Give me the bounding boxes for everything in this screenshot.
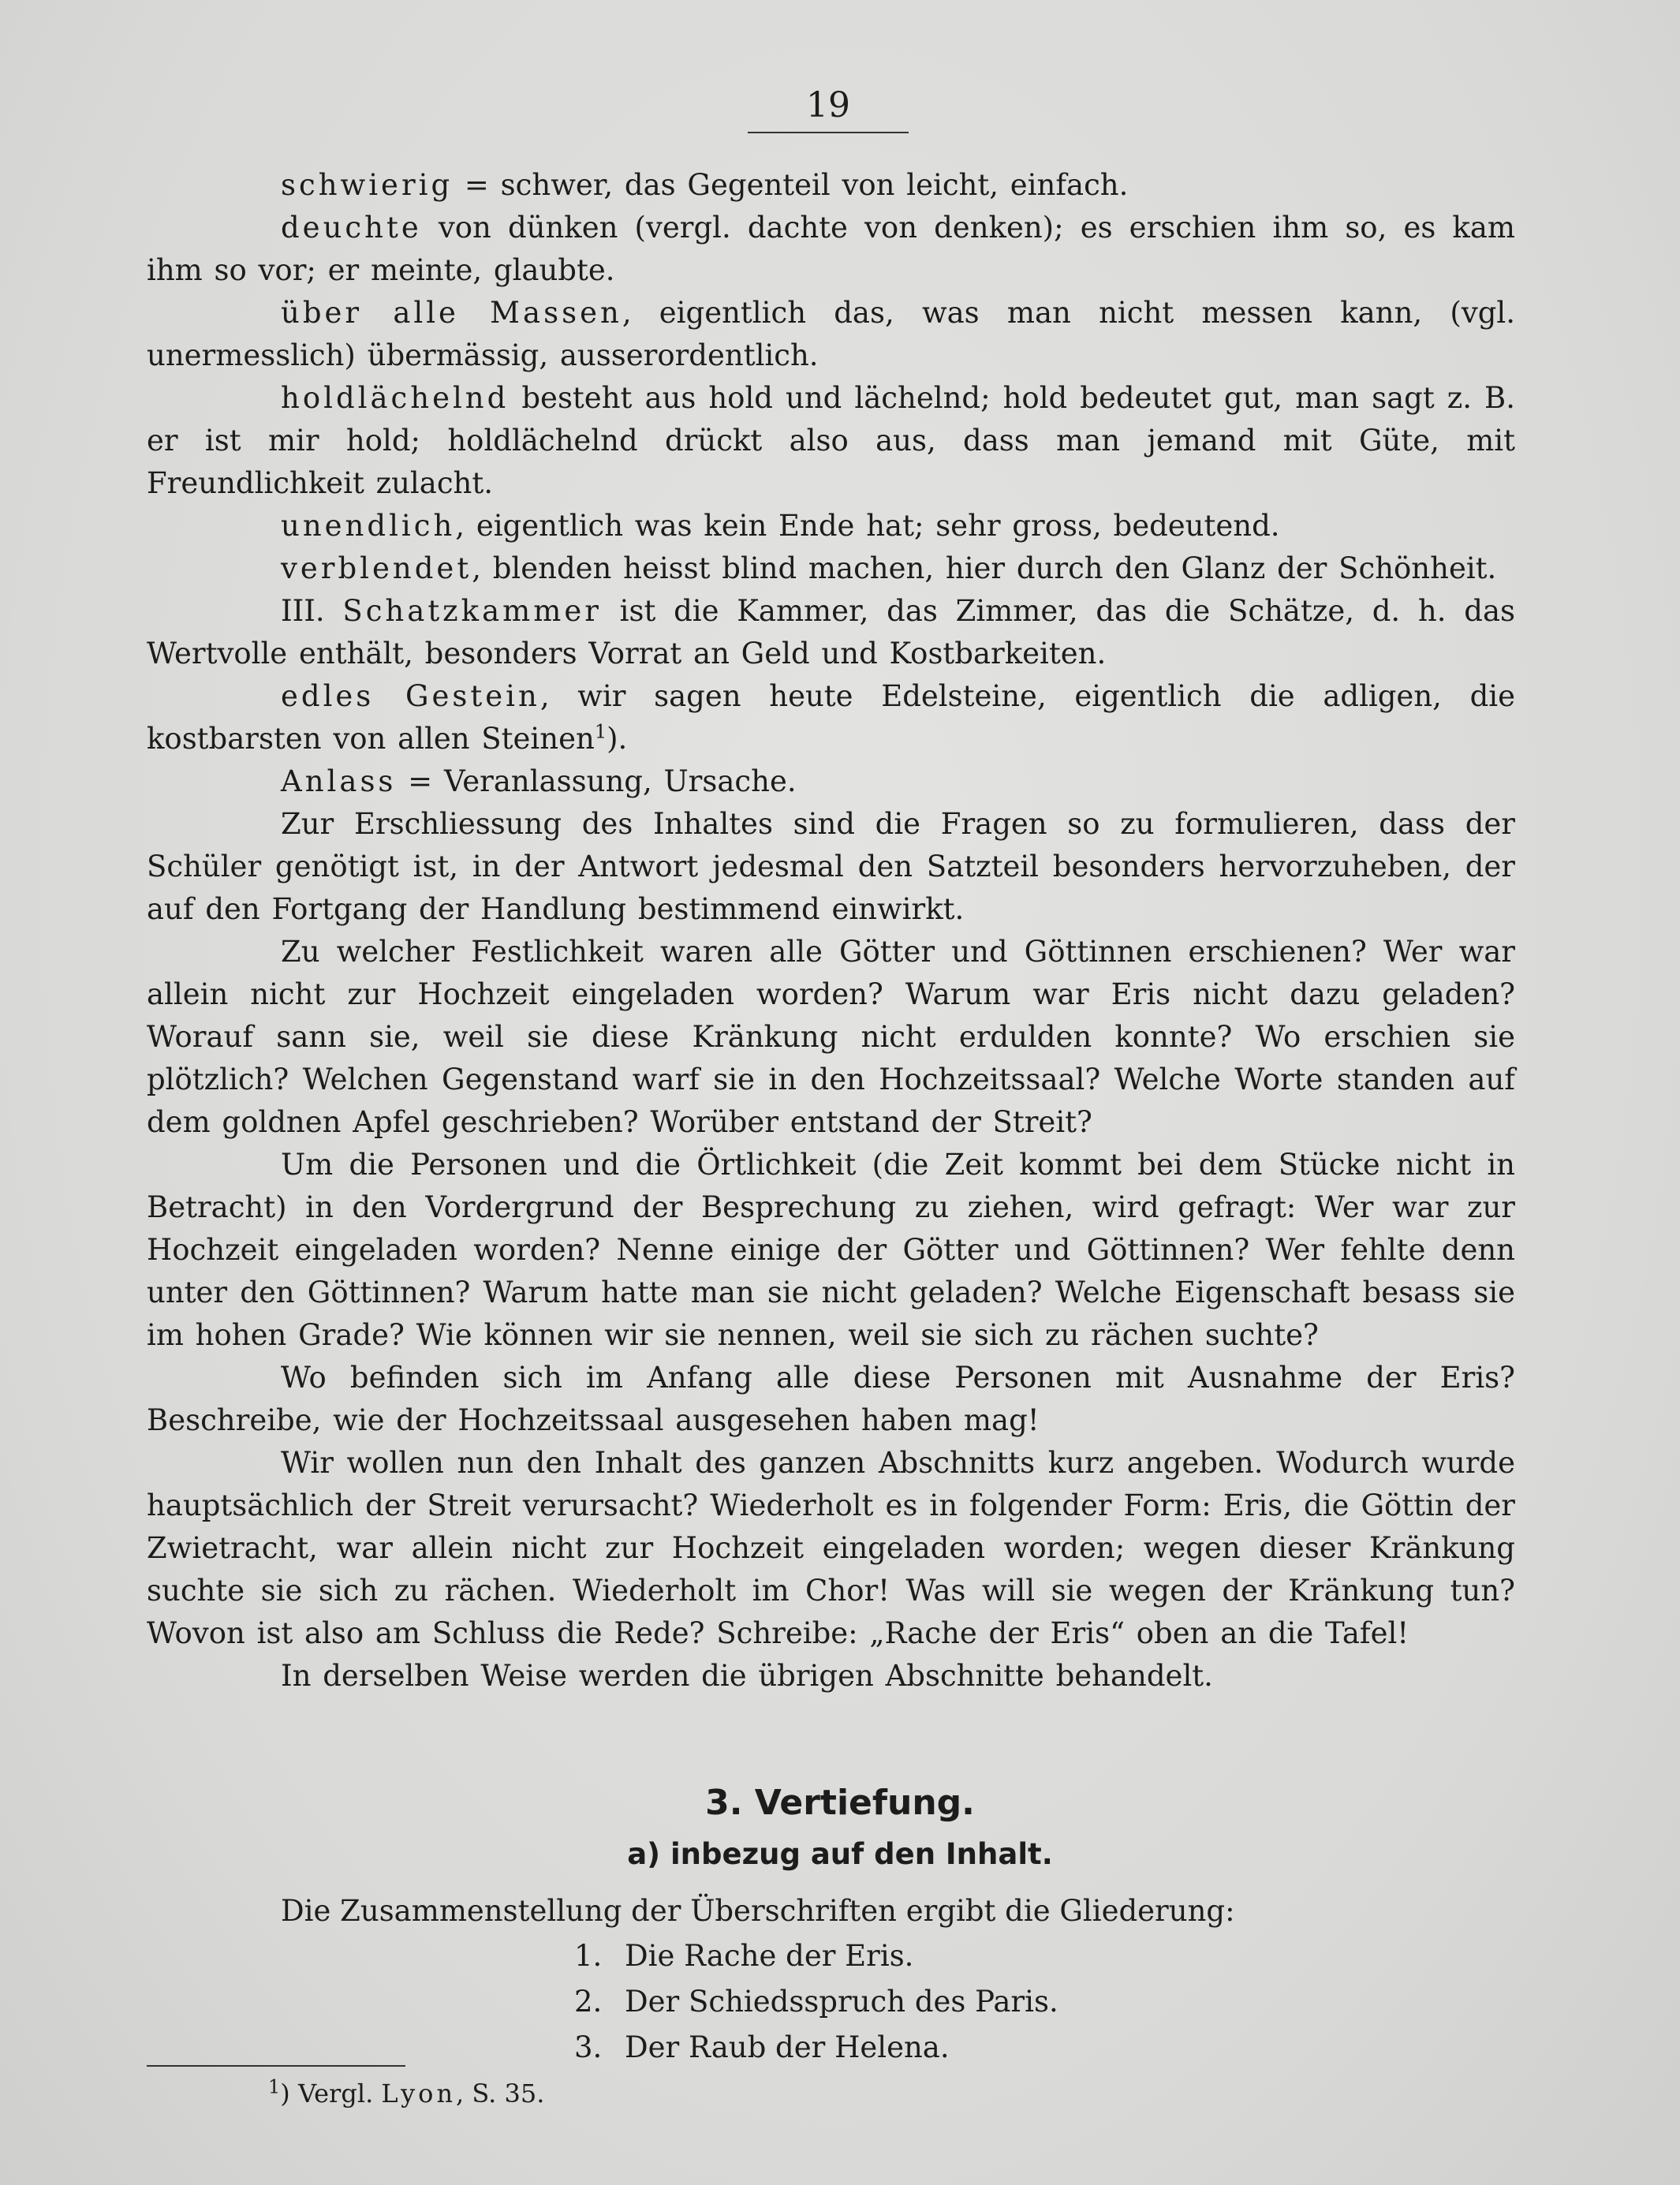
paragraph-edles-gestein: edles Gestein, wir sagen heute Edelsteine, eigentlich die adligen, die kostbarsten von allen Steinen$^1$).: [147, 679, 1515, 756]
outline-list: [574, 1933, 1058, 2071]
paragraph-anlass: Anlass = Veranlassung, Ursache.: [281, 764, 797, 798]
paragraph-fragen-festlichkeit: Zu welcher Festlichkeit waren alle Götter und Göttinnen erschienen? Wer war allein nicht zur Hochzeit eingeladen worden? Warum war Eris nicht dazu geladen? Worauf sann sie, weil sie diese Kränkung nicht erdulden konnte? Wo erschien sie plötzlich? Welchen Gegenstand warf sie in den Hochzeitssaal? Welche Worte standen auf dem goldnen Apfel geschrieben? Worüber entstand der Streit?: [147, 935, 1515, 1139]
footnote-rule: [147, 2065, 405, 2067]
outline-item: 1. Die Rache der Eris.: [574, 1939, 914, 1973]
footnote-marker: 1: [594, 720, 607, 743]
footnote: $^1$) Vergl. Lyon, S. 35.: [268, 2075, 545, 2108]
paragraph-unendlich: unendlich, eigentlich was kein Ende hat; sehr gross, bedeutend.: [281, 509, 1280, 543]
outline-item: 2. Der Schiedsspruch des Paris.: [574, 1985, 1058, 2019]
section-title: 3. Vertiefung.: [705, 1783, 975, 1823]
paragraph-schwierig: schwierig = schwer, das Gegenteil von leicht, einfach.: [281, 168, 1129, 202]
paragraph-deuchte: deuchte von dünken (vergl. dachte von denken); es erschien ihm so, es kam ihm so vor; er meinte, glaubte.: [147, 211, 1515, 287]
paragraph-hochzeitssaal: Wo befinden sich im Anfang alle diese Personen mit Ausnahme der Eris? Beschreibe, wie der Hochzeitssaal ausgesehen haben mag!: [147, 1361, 1515, 1437]
subsection-title: a) inbezug auf den Inhalt.: [627, 1837, 1053, 1871]
outline-item: 3. Der Raub der Helena.: [574, 2030, 950, 2064]
header-rule: [748, 132, 909, 133]
body-text: [147, 164, 1515, 1698]
paragraph-inhalt-kurz: Wir wollen nun den Inhalt des ganzen Abschnitts kurz angeben. Wodurch wurde hauptsächlich der Streit verursacht? Wiederholt es in folgender Form: Eris, die Göttin der Zwietracht, war allein nicht zur Hochzeit eingeladen worden; wegen dieser Kränkung suchte sie sich zu rächen. Wiederholt im Chor! Was will sie wegen der Kränkung tun? Wovon ist also am Schluss die Rede? Schreibe: „Rache der Eris“ oben an die Tafel!: [147, 1446, 1515, 1650]
paragraph-ueber-alle-massen: über alle Massen, eigentlich das, was man nicht messen kann, (vgl. unermesslich) übermässig, ausserordentlich.: [147, 296, 1515, 372]
outline-intro: Die Zusammenstellung der Überschriften ergibt die Gliederung:: [281, 1894, 1235, 1928]
paragraph-erschliessung: Zur Erschliessung des Inhaltes sind die Fragen so zu formulieren, dass der Schüler genötigt ist, in der Antwort jedesmal den Satzteil besonders hervorzuheben, der auf den Fortgang der Handlung bestimmend einwirkt.: [147, 807, 1515, 926]
page-number: 19: [806, 85, 850, 125]
paragraph-holdlaechelnd: holdlächelnd besteht aus hold und lächelnd; hold bedeutet gut, man sagt z. B. er ist mir hold; holdlächelnd drückt also aus, dass man jemand mit Güte, mit Freundlichkeit zulacht.: [147, 381, 1515, 500]
paragraph-schatzkammer: III. Schatzkammer ist die Kammer, das Zimmer, das die Schätze, d. h. das Wertvolle enthält, besonders Vorrat an Geld und Kostbarkeiten.: [147, 594, 1515, 670]
paragraph-verblendet: verblendet, blenden heisst blind machen, hier durch den Glanz der Schönheit.: [281, 551, 1497, 585]
paragraph-uebrige-abschnitte: In derselben Weise werden die übrigen Abschnitte behandelt.: [281, 1659, 1213, 1693]
paragraph-personen-oertlichkeit: Um die Personen und die Örtlichkeit (die Zeit kommt bei dem Stücke nicht in Betracht) in den Vordergrund der Besprechung zu ziehen, wird gefragt: Wer war zur Hochzeit eingeladen worden? Nenne einige der Götter und Göttinnen? Wer fehlte denn unter den Göttinnen? Warum hatte man sie nicht geladen? Welche Eigenschaft besass sie im hohen Grade? Wie können wir sie nennen, weil sie sich zu rächen suchte?: [147, 1148, 1515, 1352]
